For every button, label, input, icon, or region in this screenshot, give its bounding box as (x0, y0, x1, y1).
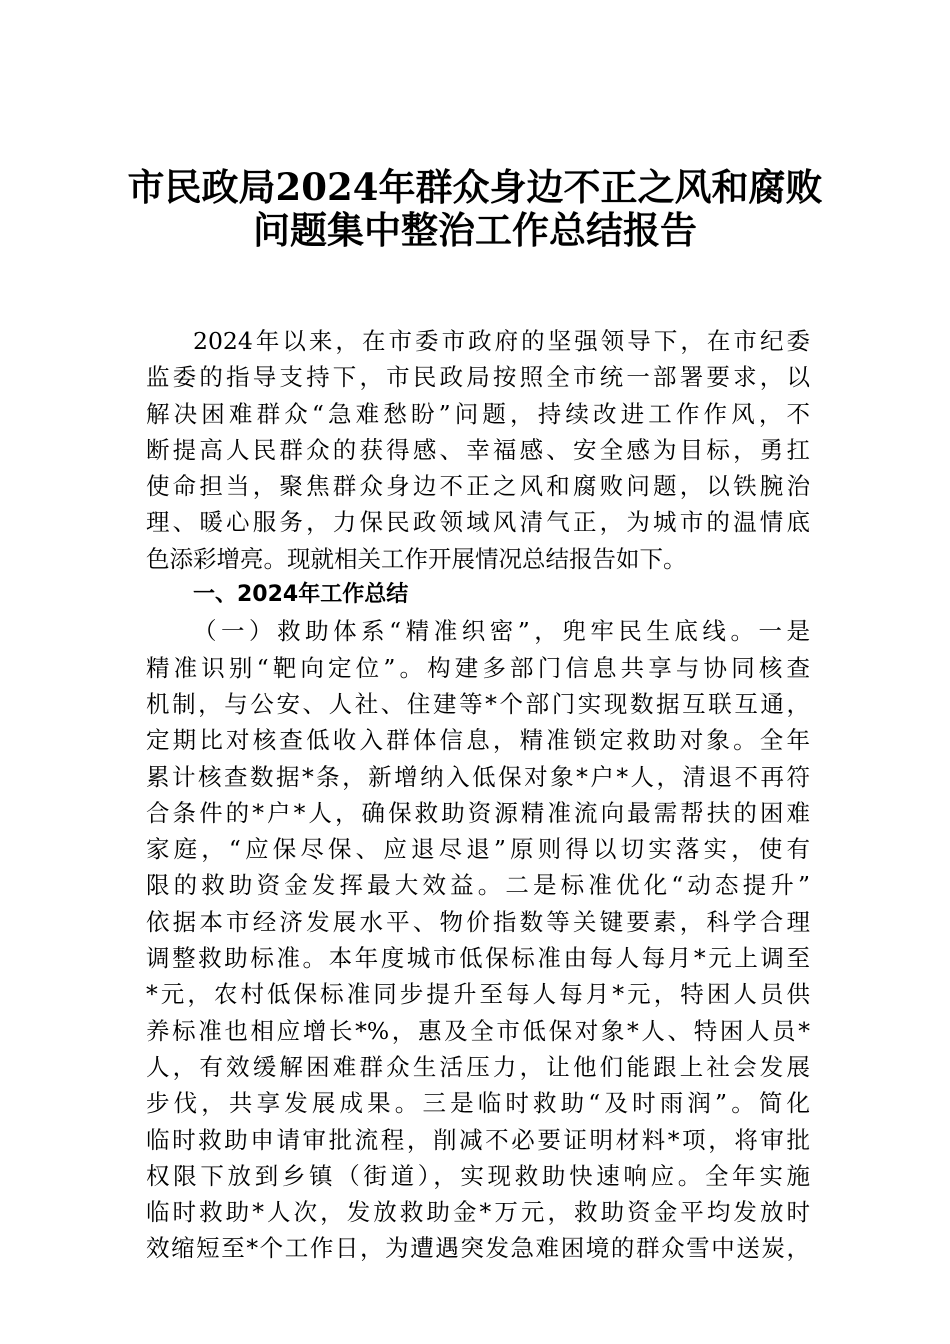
body-line: 定期比对核查低收入群体信息，精准锁定救助对象。全年 (146, 726, 810, 755)
body-line: 监委的指导支持下，市民政局按照全市统一部署要求，以 (146, 363, 810, 392)
body-line: 机制，与公安、人社、住建等*个部门实现数据互联互通， (146, 689, 810, 718)
body-line: 临时救助申请审批流程，削减不必要证明材料*项，将审批 (146, 1125, 810, 1154)
body-line: 合条件的*户*人，确保救助资源精准流向最需帮扶的困难 (146, 798, 810, 827)
body-line: 2024年以来，在市委市政府的坚强领导下，在市纪委 (193, 327, 810, 355)
body-line: 临时救助*人次，发放救助金*万元，救助资金平均发放时 (146, 1198, 810, 1227)
body-line: 步伐，共享发展成果。三是临时救助“及时雨润”。简化 (146, 1089, 810, 1118)
body-line: 精准识别“靶向定位”。构建多部门信息共享与协同核查 (146, 653, 810, 682)
body-line: 依据本市经济发展水平、物价指数等关键要素，科学合理 (146, 907, 810, 936)
body-line: 限的救助资金发挥最大效益。二是标准优化“动态提升” (146, 871, 810, 900)
body-line: 家庭，“应保尽保、应退尽退”原则得以切实落实，使有 (146, 835, 810, 864)
body-line: 人，有效缓解困难群众生活压力，让他们能跟上社会发展 (146, 1052, 810, 1081)
document-title-line-1: 市民政局2024年群众身边不正之风和腐败 (127, 165, 823, 209)
body-line: 效缩短至*个工作日，为遭遇突发急难困境的群众雪中送炭， (146, 1234, 810, 1263)
body-line: 累计核查数据*条，新增纳入低保对象*户*人，清退不再符 (146, 762, 810, 791)
document-title-line-2: 问题集中整治工作总结报告 (253, 208, 697, 252)
section-heading: 一、2024年工作总结 (193, 582, 409, 608)
document-body (146, 323, 810, 1267)
body-line: 权限下放到乡镇（街道），实现救助快速响应。全年实施 (146, 1161, 810, 1190)
body-line: 解决困难群众“急难愁盼”问题，持续改进工作作风，不 (146, 399, 810, 428)
body-line: 调整救助标准。本年度城市低保标准由每人每月*元上调至 (146, 944, 810, 973)
body-line: （一）救助体系“精准织密”，兜牢民生底线。一是 (193, 617, 810, 646)
body-line: *元，农村低保标准同步提升至每人每月*元，特困人员供 (146, 980, 810, 1009)
body-line: 色添彩增亮。现就相关工作开展情况总结报告如下。 (146, 544, 687, 573)
body-line: 理、暖心服务，力保民政领域风清气正，为城市的温情底 (146, 508, 810, 537)
body-line: 断提高人民群众的获得感、幸福感、安全感为目标，勇扛 (146, 435, 810, 464)
body-line: 养标准也相应增长*%，惠及全市低保对象*人、特困人员* (146, 1016, 810, 1045)
body-line: 使命担当，聚焦群众身边不正之风和腐败问题，以铁腕治 (146, 472, 810, 501)
